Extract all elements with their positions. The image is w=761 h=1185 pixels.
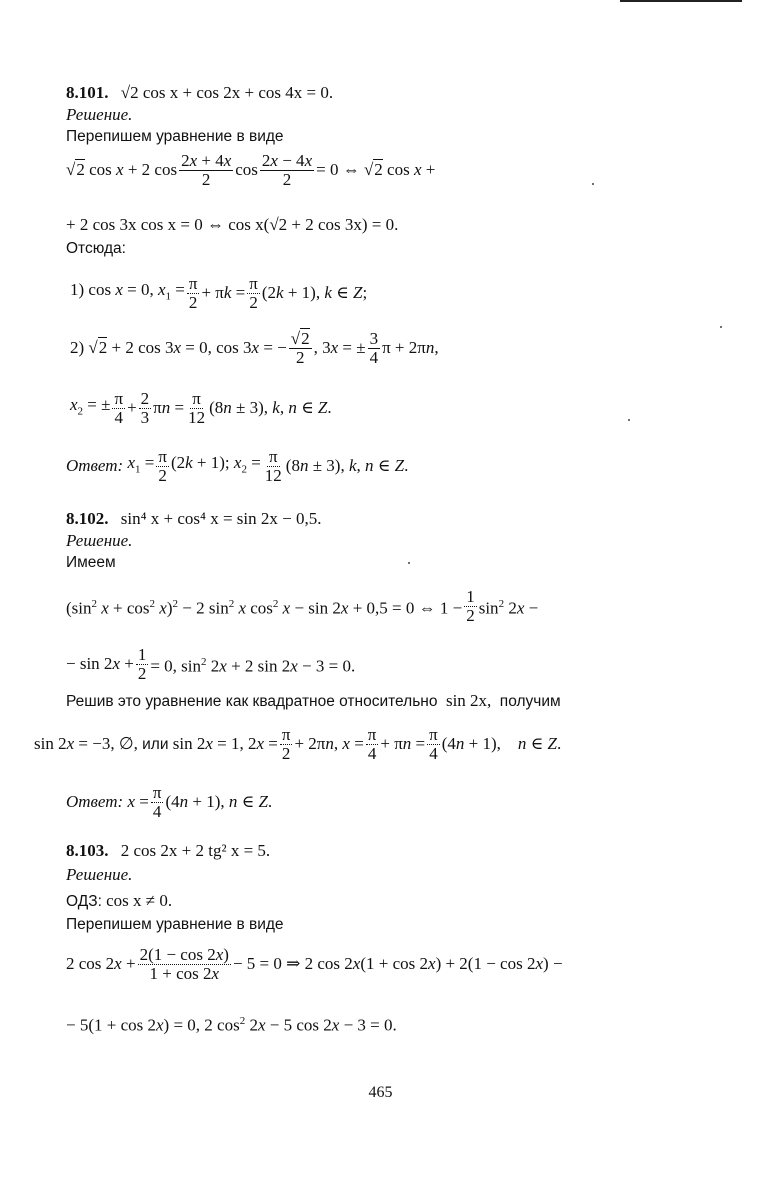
case-2-result: $x_2$ = ± $\frac{\pi}{4}$ + $\frac{2}{3}$ πn = $\frac{\pi}{12}$ (8n ± 3), k, n ∈ Z. xyxy=(70,389,332,427)
intro-text: Перепишем уравнение в виде xyxy=(66,916,284,933)
page-number: 465 xyxy=(368,1084,393,1101)
odz-line xyxy=(66,890,172,913)
top-rule xyxy=(620,0,742,2)
equation-line-3: ($\sin^2$ $x + \cos^2 x)^2 - 2$ $\sin^2 x$ $\cos^2 x - \sin 2x + 0,5 = 0$ ⇔ 1 − $\frac{1}{2}$ $\sin^2 2x$ − xyxy=(66,587,539,625)
problem-equation: sin⁴ x + cos⁴ x = sin 2x − 0,5. xyxy=(120,509,322,528)
problem-number: 8.102. xyxy=(66,509,109,528)
problem-number: 8.103. xyxy=(66,841,109,860)
scan-speck xyxy=(592,183,594,185)
intro-text: Имеем xyxy=(66,554,116,571)
odz-condition: cos x ≠ 0. xyxy=(106,891,173,910)
answer-label: Ответ: xyxy=(66,792,124,812)
problem-equation: 2 cos 2x + 2 tg² x = 5. xyxy=(120,841,271,860)
solve-text: Решив это уравнение как квадратное относительно sin 2x, получим xyxy=(66,691,561,710)
intro-text: Перепишем уравнение в виде xyxy=(66,128,284,145)
problem-8-103-header xyxy=(66,840,270,862)
case-1: 1) cos x = 0, $x_1$ = $\frac{\pi}{2}$ + πk = $\frac{\pi}{2}$ (2k + 1), k ∈ Z; xyxy=(70,274,368,312)
equation-line-1: √2 cos x + 2 cos $\frac{2x + 4x}{2}$ cos $\frac{2x - 4x}{2}$ = 0 ⇔ √2 cos x + xyxy=(66,151,436,189)
equation-line-4: − sin 2x + $\frac{1}{2}$ = 0, $\sin^2 2x + 2$ sin 2x − 3 = 0. xyxy=(66,645,356,683)
equation-line-7: − 5(1 + cos 2x) = 0, 2 $\cos^2 2x - 5$ cos 2x − 3 = 0. xyxy=(66,1015,397,1035)
answer-8-102: Ответ: x = $\frac{\pi}{4}$ (4n + 1), n ∈ Z. xyxy=(66,783,273,821)
solution-label: Решение. xyxy=(66,531,133,550)
case-2: 2) √2 + 2 cos 3x = 0, cos 3x = − $\frac{√2}{2}$ , 3x = ± $\frac{3}{4}$ π + 2πn, xyxy=(70,329,439,367)
problem-8-102-header xyxy=(66,508,321,530)
problem-8-101-header xyxy=(66,82,333,104)
answer-label: Ответ: xyxy=(66,456,124,476)
equation-line-5: sin 2x = −3, ∅, или sin 2x = 1, 2x = $\frac{\pi}{2}$ + 2πn, x = $\frac{\pi}{4}$ + πn = $\frac{\pi}{4}$ (4n + 1), n ∈ Z. xyxy=(34,725,562,763)
problem-equation: √2 cos x + cos 2x + cos 4x = 0. xyxy=(120,83,334,102)
answer-8-101: Ответ: $x_1$ = $\frac{\pi}{2}$ (2k + 1); $x_2$ = $\frac{\pi}{12}$ (8n ± 3), k, n ∈ Z. xyxy=(66,447,409,485)
equation-line-2: + 2 cos 3x cos x = 0 ⇔ cos x(√2 + 2 cos 3x) = 0. xyxy=(66,215,399,234)
scan-speck xyxy=(628,419,630,421)
problem-number: 8.101. xyxy=(66,83,109,102)
solution-label: Решение. xyxy=(66,865,133,884)
hence-label: Отсюда: xyxy=(66,240,126,257)
odz-label: ОДЗ: xyxy=(66,893,102,910)
equation-line-6: 2 cos 2x + $\frac{2(1 - \cos 2x)}{1 + \cos 2x}$ − 5 = 0 ⇒ 2 cos 2x(1 + cos 2x) + 2(1 − cos 2x) − xyxy=(66,945,563,983)
scan-speck xyxy=(408,562,410,564)
scan-speck xyxy=(720,326,722,328)
solution-label: Решение. xyxy=(66,105,133,124)
